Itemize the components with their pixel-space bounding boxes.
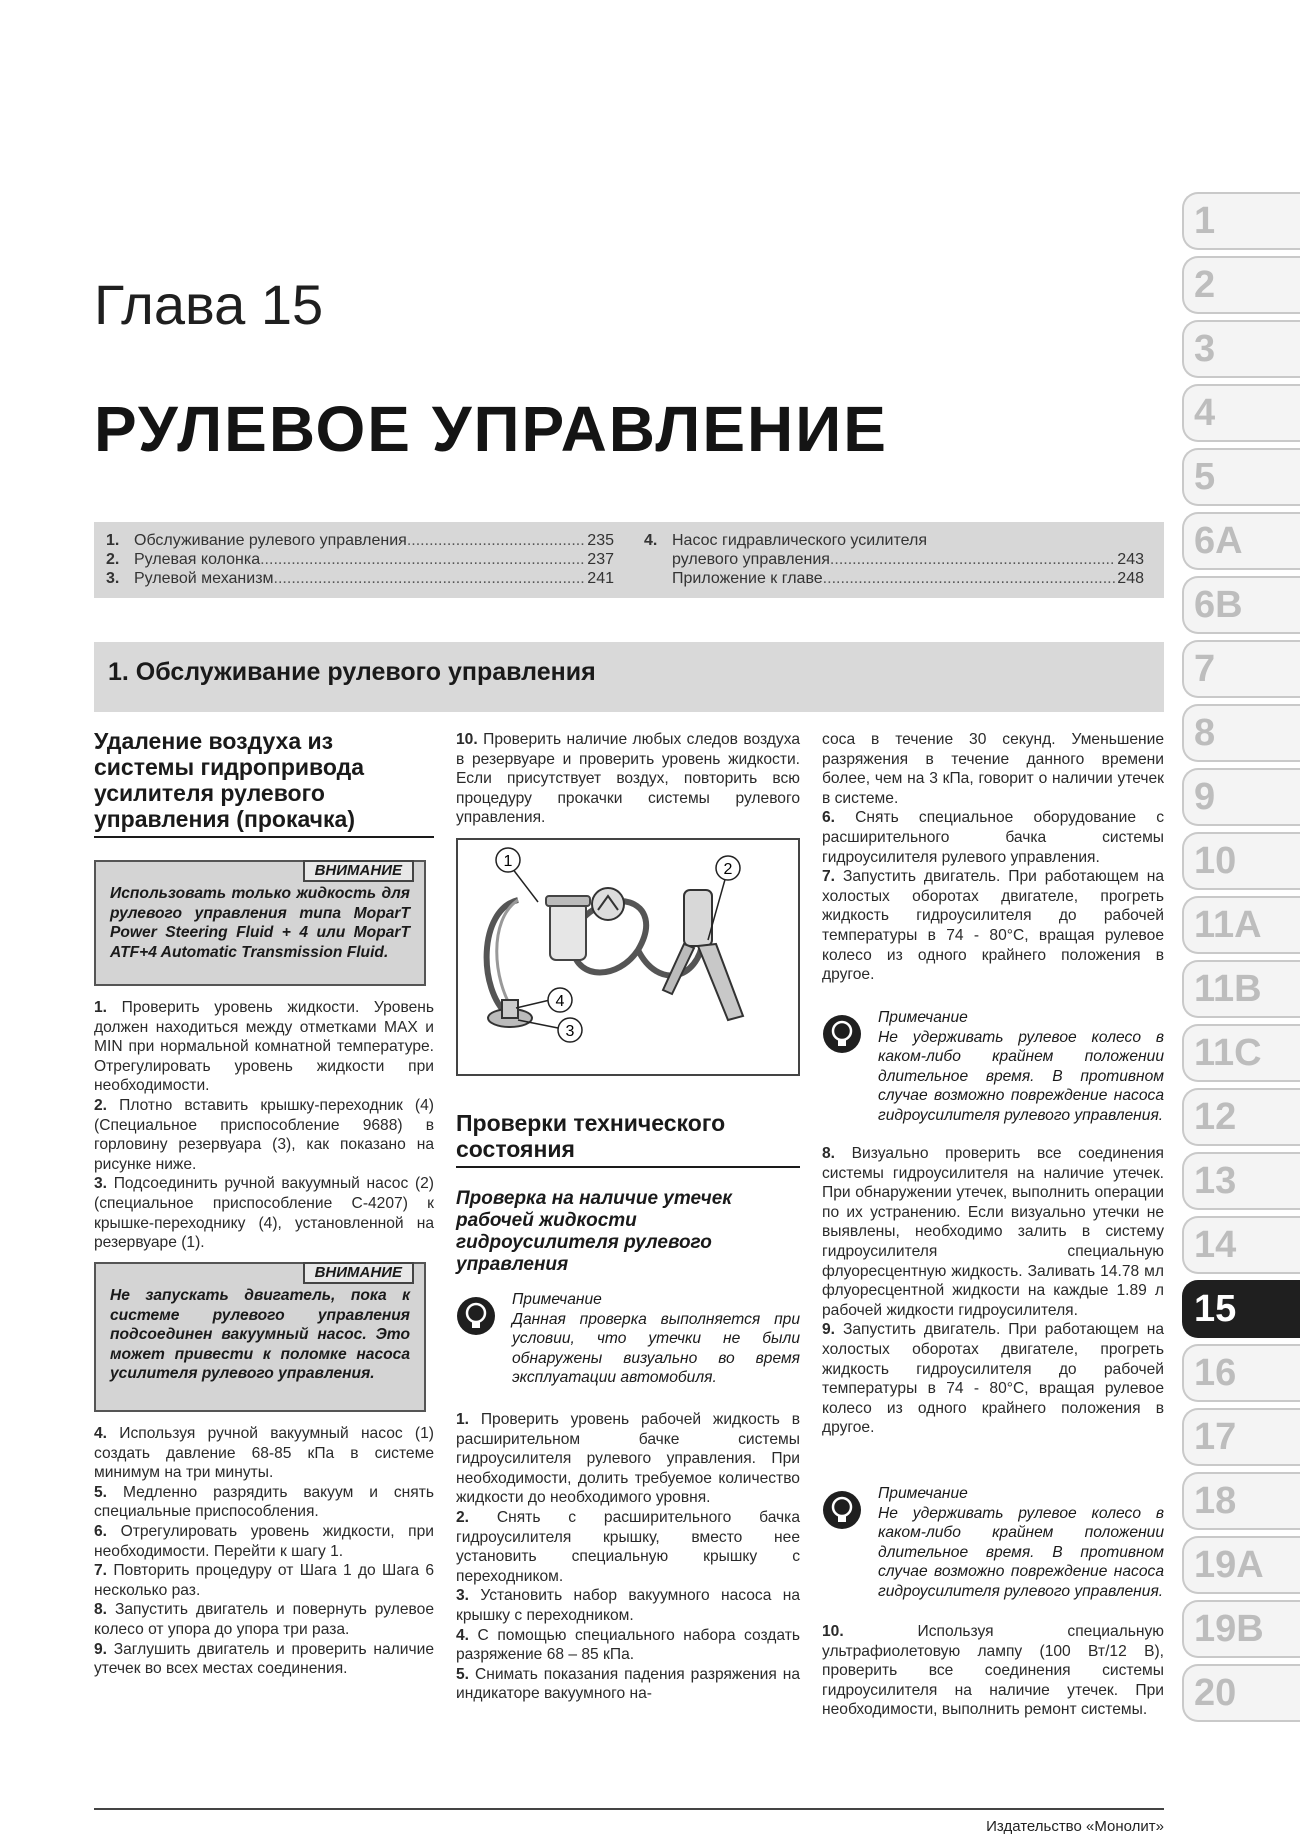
section-title: 1. Обслуживание рулевого управления: [108, 658, 596, 686]
toc-item[interactable]: [106, 551, 614, 569]
toc-title: Рулевой механизм: [134, 570, 274, 587]
toc-num: 3.: [106, 570, 120, 587]
note-label: Примечание: [512, 1291, 602, 1308]
left-heading: Удаление воздуха из системы гидропривода усилителя рулевого управления (прокачка): [94, 728, 434, 838]
list-item: 5. Медленно разрядить вакуум и снять специальные приспособления.: [94, 1483, 434, 1521]
note-text-block: [878, 1008, 1164, 1126]
publisher: Издательство «Монолит»: [986, 1818, 1164, 1835]
chapter-tab[interactable]: 19A: [1182, 1536, 1300, 1594]
chapter-tab[interactable]: 11A: [1182, 896, 1300, 954]
toc-item[interactable]: [644, 532, 1144, 550]
figure-drawing: [458, 840, 798, 1074]
toc-title: Обслуживание рулевого управления: [134, 532, 407, 549]
toc-num: 1.: [106, 532, 120, 549]
table-of-contents: [94, 522, 1164, 598]
list-item: 3. Подсоединить ручной вакуумный насос (2) (специальное приспособление С-4207) к крышке-переходнику (4), установленной на резервуаре (1).: [94, 1175, 434, 1252]
list-item: 9. Запустить двигатель. При работающем на холостых оборотах двигателе, прогреть жидкость гидроусилителя до рабочей температуры в 74 - 80°С, вращая рулевое колесо из одного крайнего положения в другое.: [822, 1321, 1164, 1437]
toc-page: 241: [587, 570, 614, 587]
chapter-tab[interactable]: 11B: [1182, 960, 1300, 1018]
toc-item[interactable]: [106, 532, 614, 550]
chapter-tab[interactable]: 6A: [1182, 512, 1300, 570]
chapter-tab[interactable]: 16: [1182, 1344, 1300, 1402]
middle-step10: [456, 730, 800, 828]
warning-box-1: [94, 860, 426, 986]
svg-text:2: 2: [723, 861, 733, 878]
right-steps-b: [822, 1144, 1164, 1438]
note-text: Не удерживать рулевое колесо в каком-либо крайнем положении длительное время. В противном случае возможно повреждение насоса гидроусилителя рулевого управления.: [878, 1028, 1164, 1124]
list-item: 3. Установить набор вакуумного насоса на крышку с переходником.: [456, 1587, 800, 1624]
list-item: 6. Отрегулировать уровень жидкости, при необходимости. Перейти к шагу 1.: [94, 1522, 434, 1560]
svg-text:4: 4: [555, 993, 565, 1010]
chapter-tab[interactable]: 7: [1182, 640, 1300, 698]
toc-dots: [407, 532, 585, 550]
callout-2: [716, 856, 740, 880]
svg-text:3: 3: [565, 1023, 575, 1040]
chapter-tab[interactable]: 3: [1182, 320, 1300, 378]
toc-page: 235: [587, 532, 614, 549]
lightbulb-icon: [822, 1014, 862, 1054]
chapter-tab[interactable]: 4: [1182, 384, 1300, 442]
toc-dots: [830, 551, 1115, 569]
chapter-tab[interactable]: 8: [1182, 704, 1300, 762]
middle-steps: [456, 1410, 800, 1704]
warning-text: Не запускать двигатель, пока к системе рулевого управления подсоединен вакуумный насос. Это может привести к поломке насоса усилителя рулевого управления.: [110, 1287, 410, 1383]
chapter-tab[interactable]: 17: [1182, 1408, 1300, 1466]
right-step10: [822, 1622, 1164, 1720]
callout-1: [496, 848, 520, 872]
list-item: 5. Снимать показания падения разряжения на индикаторе вакуумного на-: [456, 1665, 800, 1703]
lightbulb-icon: [456, 1296, 496, 1336]
toc-page: 248: [1117, 570, 1144, 587]
note-text: Не удерживать рулевое колесо в каком-либо крайнем положении длительное время. В противном случае возможно повреждение насоса гидроусилителя рулевого управления.: [878, 1504, 1164, 1600]
warning-text: Использовать только жидкость для рулевого управления типа MoparT Power Steering Fluid + 4 или MoparT ATF+4 Automatic Transmission Fluid.: [110, 885, 410, 961]
chapter-tab[interactable]: 1: [1182, 192, 1300, 250]
toc-title: Рулевая колонка: [134, 551, 261, 568]
note-text: Данная проверка выполняется при условии, что утечки не были обнаружены визуально во время эксплуатации автомобиля.: [512, 1310, 800, 1387]
warning-box-2: [94, 1262, 426, 1412]
middle-subheading: Проверка на наличие утечек рабочей жидкости гидроусилителя рулевого управления: [456, 1188, 732, 1275]
toc-page: 237: [587, 551, 614, 568]
chapter-label: Глава 15: [94, 273, 324, 336]
list-item: 6. Снять специальное оборудование с расширительного бачка системы гидроусилителя рулевого управления.: [822, 809, 1164, 866]
toc-dots: [274, 570, 586, 588]
note-text-block: [878, 1484, 1164, 1602]
toc-page: 243: [1117, 551, 1144, 568]
toc-num: 4.: [644, 532, 658, 549]
toc-dots: [823, 570, 1116, 588]
left-steps-a: [94, 998, 434, 1253]
svg-text:1: 1: [503, 853, 513, 870]
lightbulb-icon: [822, 1490, 862, 1530]
note-2: [822, 1008, 1164, 1124]
list-item: 2. Снять с расширительного бачка гидроусилителя крышку, вместо нее установить специальную крышку с переходником.: [456, 1508, 800, 1585]
toc-num: 2.: [106, 551, 120, 568]
chapter-tab[interactable]: 20: [1182, 1664, 1300, 1722]
chapter-tab-active[interactable]: 15: [1182, 1280, 1300, 1338]
list-item: 7. Запустить двигатель. При работающем на холостых оборотах двигателе, прогреть жидкость гидроусилителя до рабочей температуры в 74 - 80°С, вращая рулевое колесо из одного крайнего положения в другое.: [822, 868, 1164, 984]
list-item: 10. Проверить наличие любых следов воздуха в резервуаре и проверить уровень жидкости. Если присутствует воздух, повторить всю процедуру прокачки системы рулевого управления.: [456, 731, 800, 827]
note-label: Примечание: [878, 1485, 968, 1502]
note-label: Примечание: [878, 1009, 968, 1026]
page-footer: [94, 1808, 1164, 1835]
list-item: 8. Запустить двигатель и повернуть рулевое колесо от упора до упора три раза.: [94, 1601, 434, 1638]
chapter-tab[interactable]: 19B: [1182, 1600, 1300, 1658]
chapter-tab[interactable]: 6B: [1182, 576, 1300, 634]
chapter-tab[interactable]: 18: [1182, 1472, 1300, 1530]
section-header: [94, 642, 1164, 712]
list-item: 7. Повторить процедуру от Шага 1 до Шага 6 несколько раз.: [94, 1562, 434, 1599]
chapter-tab[interactable]: 9: [1182, 768, 1300, 826]
list-item: 4. С помощью специального набора создать разряжение 68 – 85 кПа.: [456, 1626, 800, 1664]
warning-tag: ВНИМАНИЕ: [303, 1262, 414, 1284]
chapter-tab[interactable]: 5: [1182, 448, 1300, 506]
list-item: 1. Проверить уровень рабочей жидкость в расширительном бачке системы гидроусилителя рулевого управления. При необходимости, долить требуемое количество жидкости до необходимого уровня.: [456, 1411, 800, 1507]
list-item: 9. Заглушить двигатель и проверить наличие утечек во всех местах соединения.: [94, 1640, 434, 1678]
toc-item[interactable]: [672, 570, 1144, 588]
toc-title: рулевого управления: [672, 551, 830, 568]
vacuum-pump-figure: [456, 838, 800, 1076]
chapter-tab[interactable]: 11C: [1182, 1024, 1300, 1082]
chapter-tab[interactable]: 14: [1182, 1216, 1300, 1274]
list-item: 4. Используя ручной вакуумный насос (1) создать давление 68-85 кПа в системе минимум на три минуты.: [94, 1425, 434, 1482]
toc-title: Приложение к главе: [672, 570, 823, 587]
note-3: [822, 1484, 1164, 1600]
right-steps-a: [822, 730, 1164, 985]
chapter-tab[interactable]: 10: [1182, 832, 1300, 890]
middle-heading: Проверки технического состояния: [456, 1110, 800, 1168]
callout-3: [558, 1018, 582, 1042]
chapter-tabs: [1182, 192, 1300, 1728]
chapter-tab[interactable]: 13: [1182, 1152, 1300, 1210]
toc-dots: [260, 551, 585, 569]
toc-item[interactable]: [106, 570, 614, 588]
chapter-tab[interactable]: 12: [1182, 1088, 1300, 1146]
warning-tag: ВНИМАНИЕ: [303, 860, 414, 882]
list-item: 10. Используя специальную ультрафиолетовую лампу (100 Вт/12 В), проверить все соединения системы гидроусилителя на наличие утечек. При необходимости, выполнить ремонт системы.: [822, 1623, 1164, 1719]
chapter-tab[interactable]: 2: [1182, 256, 1300, 314]
list-item: 2. Плотно вставить крышку-переходник (4) (Специальное приспособление 9688) в горловину резервуара (3), как показано на рисунке ниже.: [94, 1096, 434, 1173]
callout-4: [548, 988, 572, 1012]
toc-title: Насос гидравлического усилителя: [672, 532, 927, 549]
list-item: 1. Проверить уровень жидкости. Уровень должен находиться между отметками MAX и MIN при нормальной комнатной температуре. Отрегулировать уровень жидкости при необходимости.: [94, 999, 434, 1095]
note-text-block: [512, 1290, 800, 1388]
chapter-title: РУЛЕВОЕ УПРАВЛЕНИЕ: [94, 393, 888, 465]
toc-item-cont[interactable]: [672, 551, 1144, 569]
left-steps-b: [94, 1424, 434, 1679]
list-item: 8. Визуально проверить все соединения системы гидроусилителя на наличие утечек. При обнаружении утечек, выполнить операции по их устранению. Если визуально утечки не выявлены, необходимо залить в систему гидроусилителя специальную флуоресцентную жидкость. Заливать 14.78 мл флуоресцентной жидкости на каждые 1.89 л рабочей жидкости гидроусилителя.: [822, 1145, 1164, 1319]
note-1: [456, 1290, 800, 1400]
continued-text: соса в течение 30 секунд. Уменьшение разряжения в течение данного времени более, чем на 3 кПа, говорит о наличии утечек в системе.: [822, 731, 1164, 807]
